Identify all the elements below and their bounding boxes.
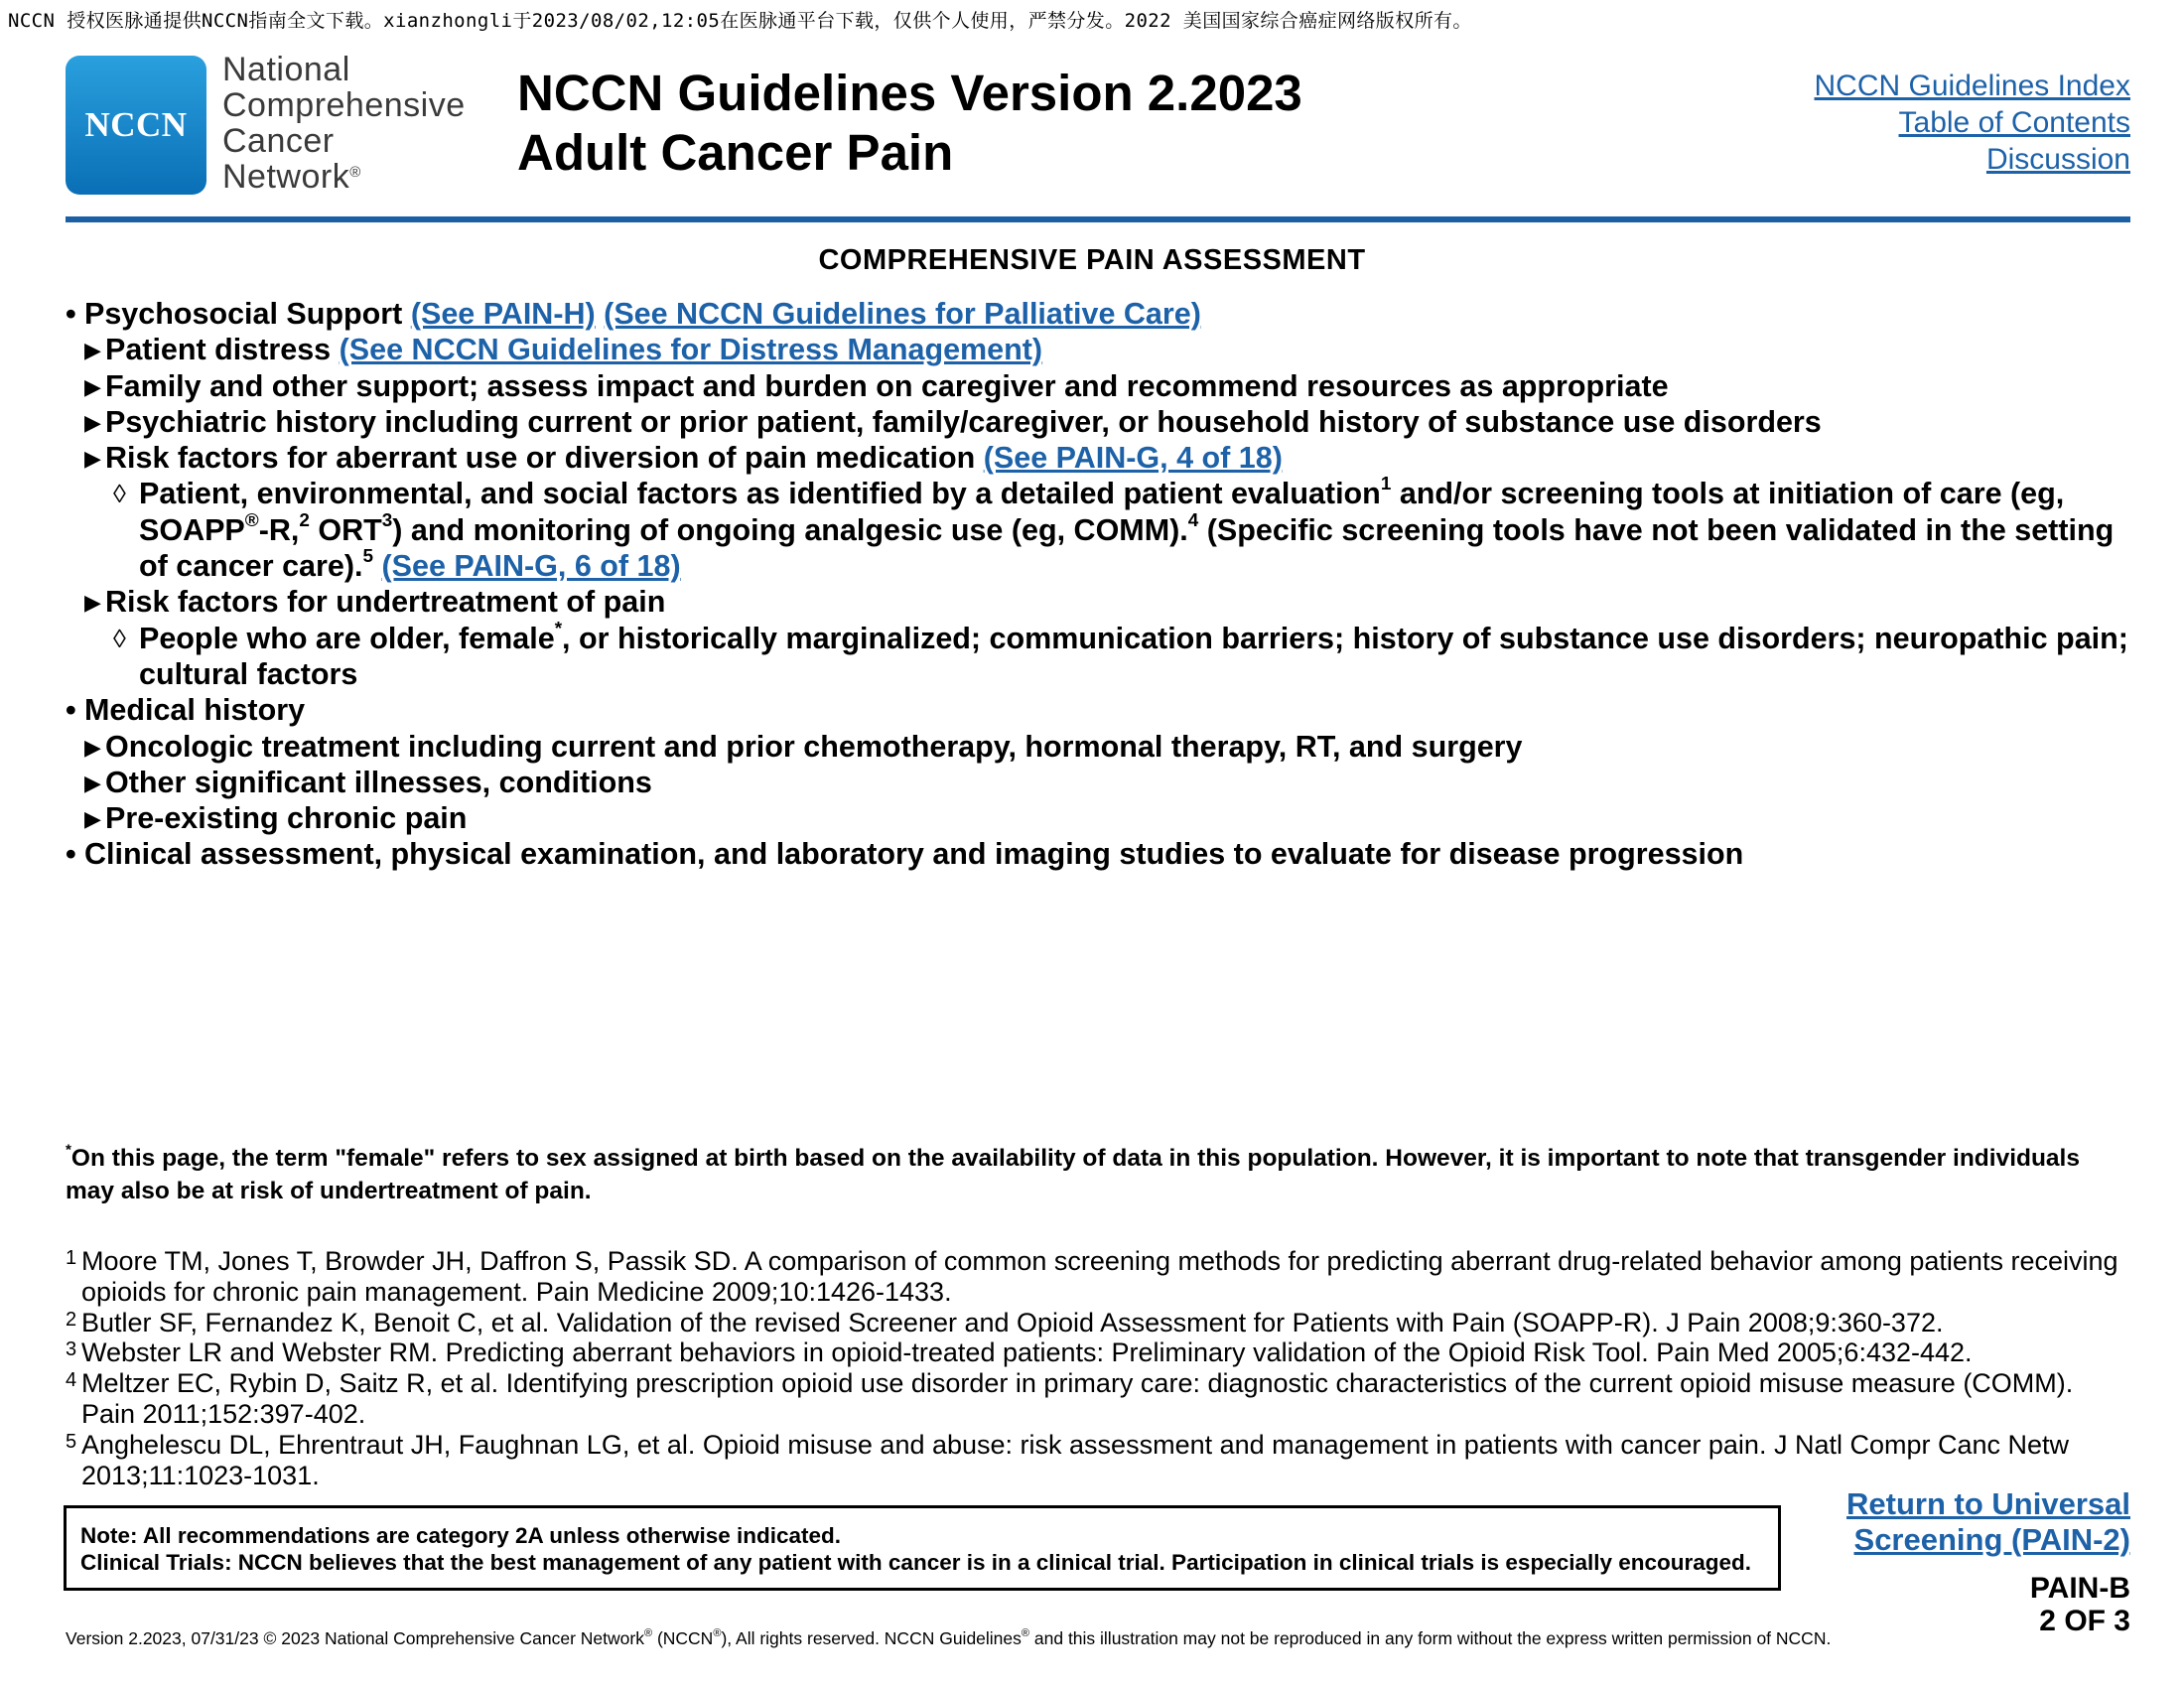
female-footnote: *On this page, the term "female" refers to sex assigned at birth based on the availability of data in this population. However, it is important to note that transgender individuals may also be at risk of undertreatment of pain. xyxy=(66,1141,2080,1204)
references-list xyxy=(66,1246,2120,1490)
diamond-icon: ◊ xyxy=(113,479,126,509)
discussion-link[interactable]: Discussion xyxy=(1985,143,2130,176)
logo-mark: NCCN xyxy=(84,105,188,144)
bullet-icon: • xyxy=(66,297,76,331)
arrow-icon: ▶ xyxy=(84,373,101,399)
table-of-contents-link[interactable]: Table of Contents xyxy=(1898,106,2130,139)
reference-item: 2 Butler SF, Fernandez K, Benoit C, et al. Validation of the revised Screener and Opioid Assessment for Patients with Pain (SOAPP-R). J Pain 2008;9:360-372. xyxy=(66,1307,1944,1337)
page-number: 2 OF 3 xyxy=(2039,1605,2130,1637)
copyright-line: Version 2.2023, 07/31/23 © 2023 National Comprehensive Cancer Network® (NCCN®), All rights reserved. NCCN Guidelines® and this illustration may not be reproduced in any form without the express written permission of NCCN. xyxy=(66,1626,1832,1648)
palliative-care-link[interactable]: (See NCCN Guidelines for Palliative Care) xyxy=(604,297,1201,331)
see-pain-g-4-link[interactable]: (See PAIN-G, 4 of 18) xyxy=(983,441,1283,476)
nccn-logo[interactable] xyxy=(66,56,206,195)
guideline-title xyxy=(517,64,1302,183)
header-divider xyxy=(66,216,2130,222)
list-item: ▶ Pre-existing chronic pain xyxy=(66,800,2130,836)
list-item: ◊ People who are older, female*, or historically marginalized; communication barriers; history of substance use disorders; neuropathic pain; cultural factors xyxy=(113,618,2128,691)
see-pain-g-6-link[interactable]: (See PAIN-G, 6 of 18) xyxy=(381,549,681,584)
list-item: • Clinical assessment, physical examination, and laboratory and imaging studies to evaluate for disease progression xyxy=(66,837,1744,872)
list-item: • Psychosocial Support (See PAIN-H) (See NCCN Guidelines for Palliative Care) xyxy=(66,297,1201,331)
logo-wordmark xyxy=(222,52,466,195)
category-note-box xyxy=(64,1505,1781,1591)
list-item: ◊ Patient, environmental, and social factors as identified by a detailed patient evaluation$^1$ and/or screening tools at initiation of care (eg, SOAPP®-R,$^2$ ORT$^3$) and monitoring of ongoing analgesic use (eg, COMM).$^4$ (Specific screening tools have not been validated in the setting of cancer care).$^5$ (See PAIN-G, 6 of 18) xyxy=(113,474,2115,584)
arrow-icon: ▶ xyxy=(84,338,101,363)
arrow-icon: ▶ xyxy=(84,770,101,795)
list-item: ▶ Psychiatric history including current or prior patient, family/caregiver, or household history of substance use disorders xyxy=(66,404,2130,440)
bullet-icon: • xyxy=(66,693,76,728)
list-item: ▶ Oncologic treatment including current and prior chemotherapy, hormonal therapy, RT, and surgery xyxy=(66,729,2130,765)
clinical-trials-note: Clinical Trials: NCCN believes that the best management of any patient with cancer is in a clinical trial. Participation in clinical trials is especially encouraged. xyxy=(80,1550,1752,1575)
list-item: ▶ Risk factors for undertreatment of pain xyxy=(66,584,2130,620)
section-heading: COMPREHENSIVE PAIN ASSESSMENT xyxy=(818,244,1366,276)
page-identifier xyxy=(2030,1572,2130,1637)
title-version: NCCN Guidelines Version 2.2023 xyxy=(517,65,1302,121)
reference-item: 4 Meltzer EC, Rybin D, Saitz R, et al. Identifying prescription opioid use disorder in primary care: diagnostic characteristics of the current opioid misuse measure (COMM). Pain 2011;152:397-402. xyxy=(66,1368,2074,1429)
download-watermark: NCCN 授权医脉通提供NCCN指南全文下载。xianzhongli于2023/08/02,12:05在医脉通平台下载，仅供个人使用，严禁分发。2022 美国国家综合癌症网络版权所有。 xyxy=(8,10,1472,32)
arrow-icon: ▶ xyxy=(84,409,101,435)
list-item: ▶ Family and other support; assess impact and burden on caregiver and recommend resources as appropriate xyxy=(66,368,2130,404)
page-code: PAIN-B xyxy=(2029,1572,2130,1605)
see-pain-h-link[interactable]: (See PAIN-H) xyxy=(410,297,596,331)
return-to-universal-screening-link[interactable]: Return to Universal Screening (PAIN-2) xyxy=(1846,1486,2130,1557)
arrow-icon: ▶ xyxy=(84,734,101,760)
title-topic: Adult Cancer Pain xyxy=(517,124,954,181)
reference-item: 1 Moore TM, Jones T, Browder JH, Daffron S, Passik SD. A comparison of common screening methods for predicting aberrant drug-related behavior among patients receiving opioids for chronic pain management. Pain Medicine 2009;10:1426-1433. xyxy=(66,1246,2118,1307)
bullet-icon: • xyxy=(66,837,76,872)
diamond-icon: ◊ xyxy=(113,623,126,653)
guidelines-index-link[interactable]: NCCN Guidelines Index xyxy=(1814,70,2130,102)
reference-item: 3 Webster LR and Webster RM. Predicting aberrant behaviors in opioid-treated patients: Preliminary validation of the Opioid Risk Tool. Pain Med 2005;6:432-442. xyxy=(66,1337,1973,1368)
header-nav xyxy=(1815,68,2130,178)
list-item: • Medical history xyxy=(66,693,306,728)
logo-line-2: Comprehensive xyxy=(222,86,466,124)
logo-line-3: Cancer xyxy=(222,122,335,160)
arrow-icon: ▶ xyxy=(84,446,101,472)
distress-management-link[interactable]: (See NCCN Guidelines for Distress Management) xyxy=(339,333,1043,367)
reference-item: 5 Anghelescu DL, Ehrentraut JH, Faughnan LG, et al. Opioid misuse and abuse: risk assessment and management in patients with cancer pain. J Natl Compr Canc Netw 2013;11:1023-1031. xyxy=(66,1429,2070,1490)
list-item: ▶ Other significant illnesses, conditions xyxy=(66,765,2130,800)
arrow-icon: ▶ xyxy=(84,590,101,616)
list-item: ▶ Patient distress (See NCCN Guidelines for Distress Management) xyxy=(66,332,2130,367)
logo-line-4: Network® xyxy=(222,158,361,196)
category-note: Note: All recommendations are category 2A unless otherwise indicated. xyxy=(80,1523,842,1548)
list-item: ▶ Risk factors for aberrant use or diversion of pain medication (See PAIN-G, 4 of 18) xyxy=(66,440,2130,476)
assessment-list xyxy=(66,296,2130,873)
arrow-icon: ▶ xyxy=(84,806,101,832)
logo-line-1: National xyxy=(222,51,350,88)
